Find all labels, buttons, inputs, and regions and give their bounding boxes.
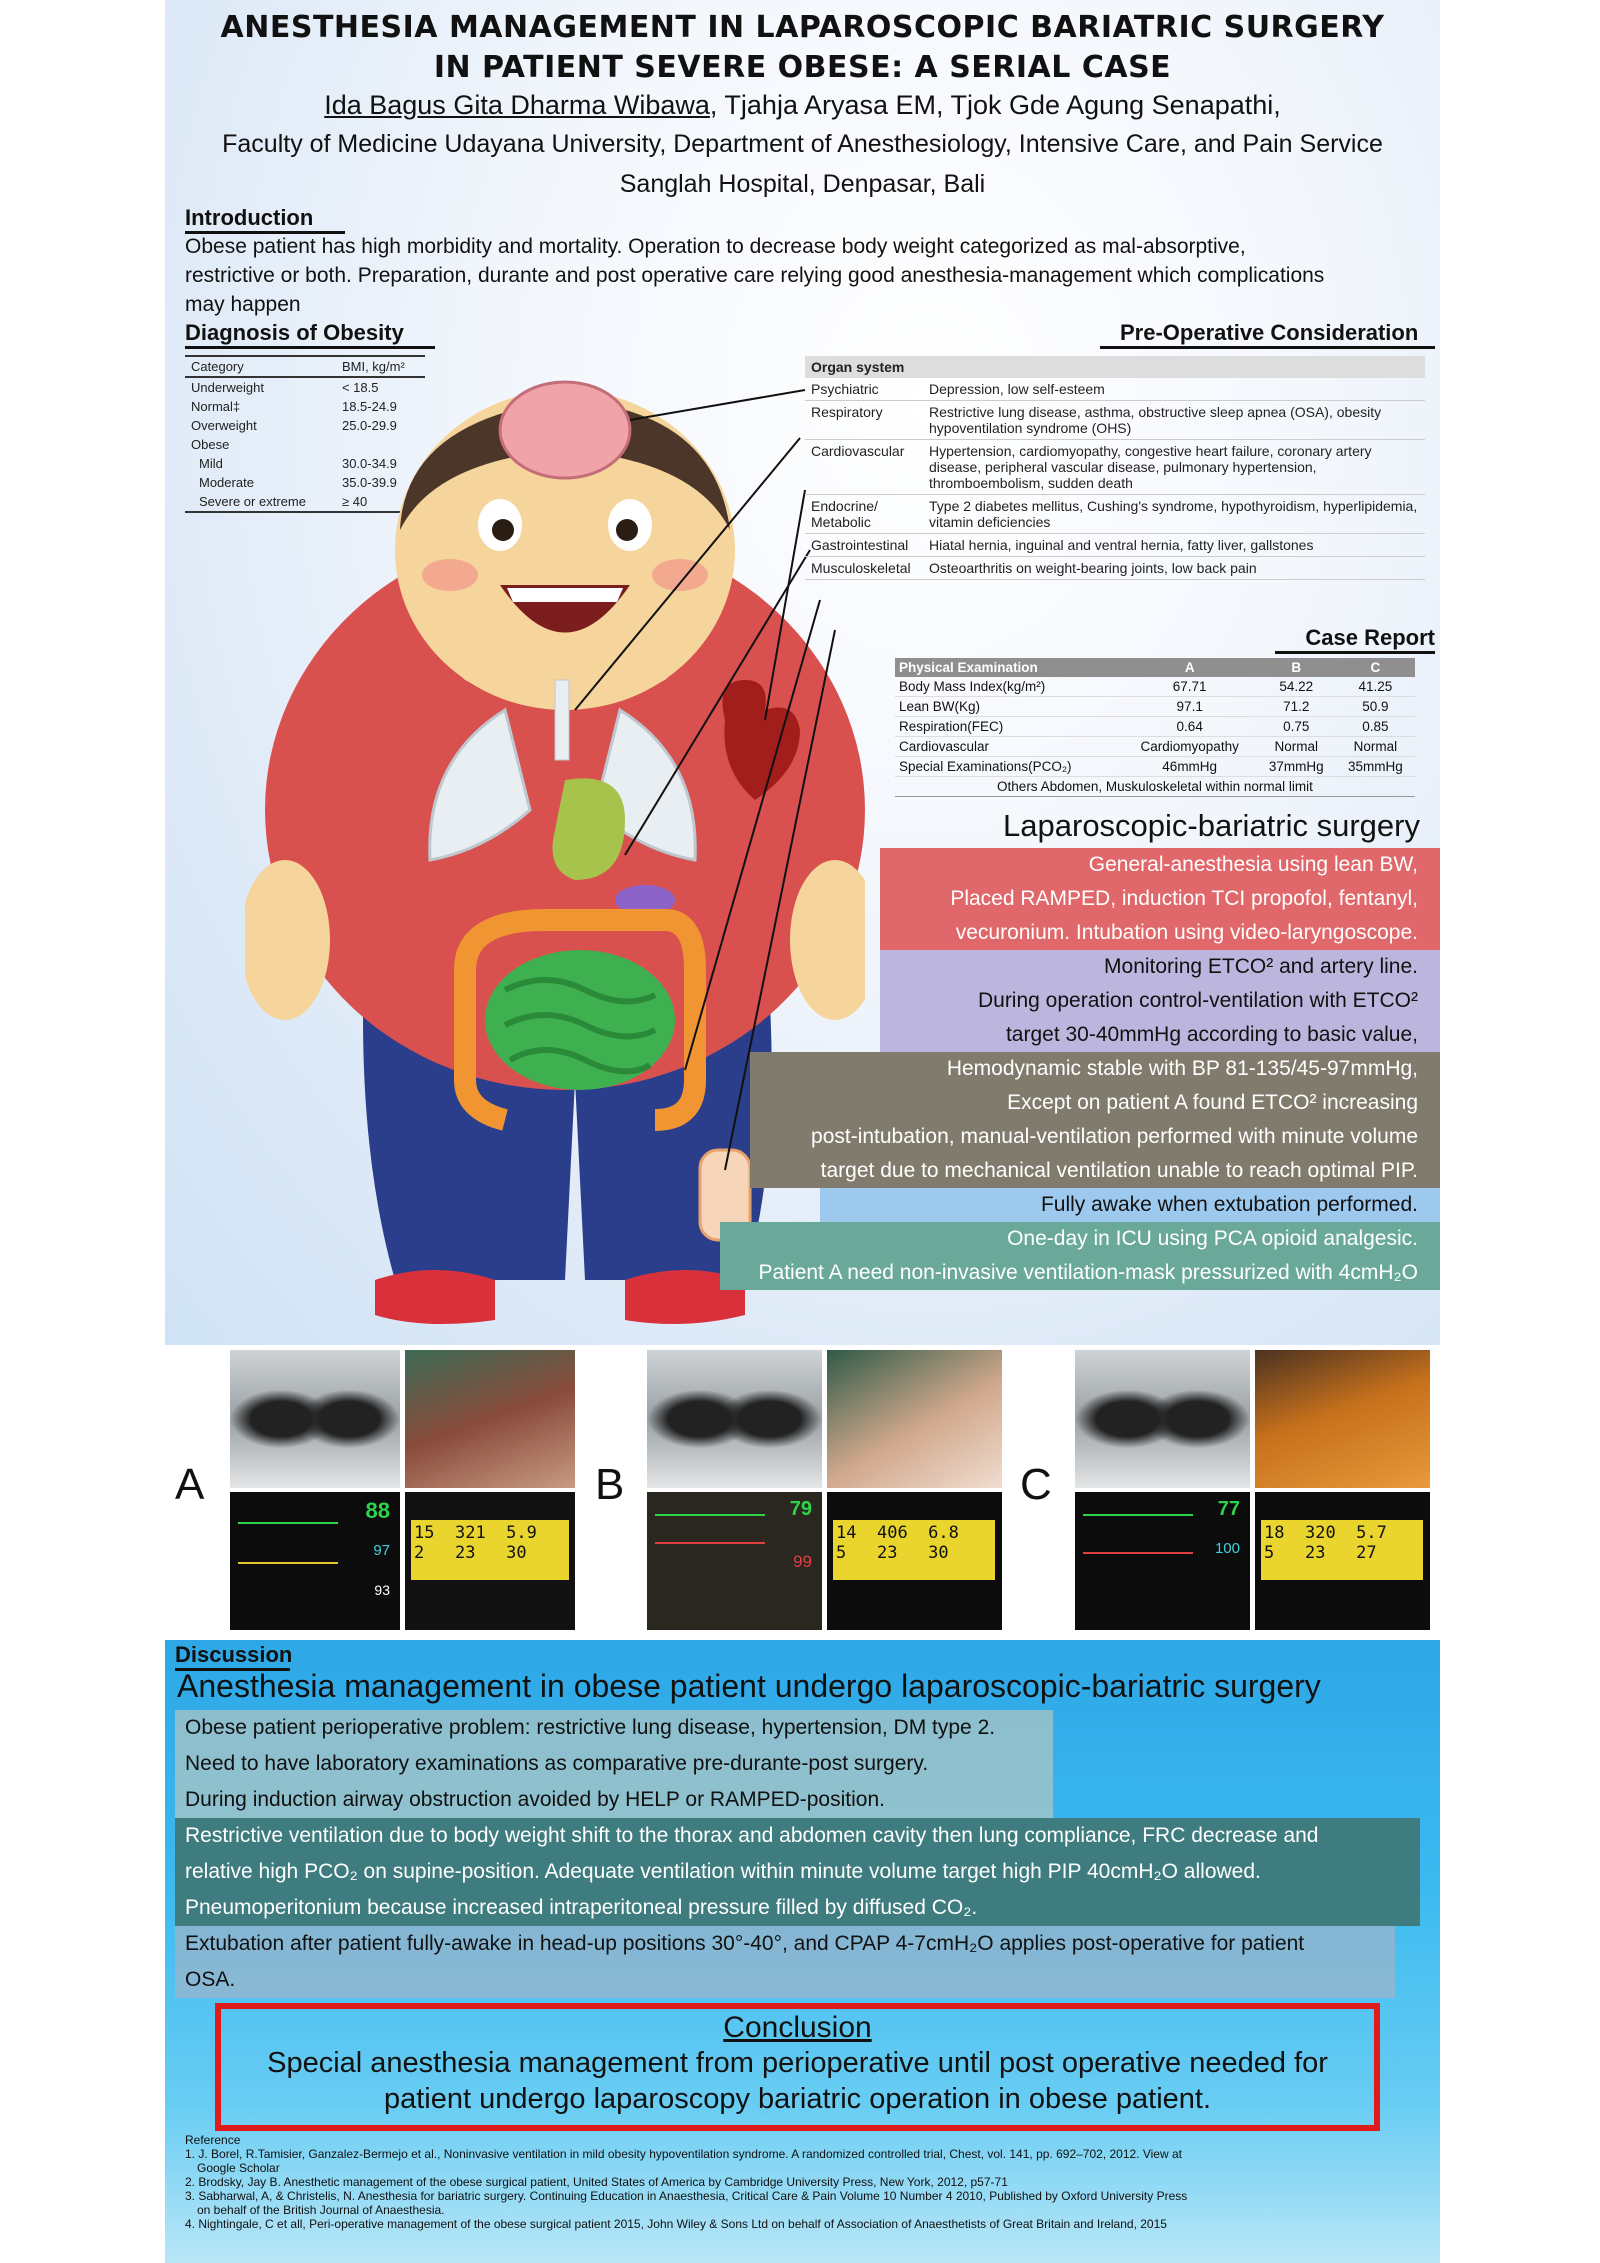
teeth [507, 588, 623, 602]
bmi-val: ≥ 40 [336, 492, 425, 512]
band-line: During operation control-ventilation with ETCO² [977, 989, 1418, 1012]
discussion-line: Need to have laboratory examinations as comparative pre-durante-post surgery. [185, 1752, 929, 1775]
ecg-trace [238, 1522, 338, 1524]
case-cell: 0.85 [1336, 717, 1415, 737]
bmi-cat: Obese [191, 437, 230, 452]
bmi-val: 30.0-34.9 [341, 456, 397, 471]
case-report-table [895, 658, 1415, 797]
surgery-band-extubation [820, 1188, 1440, 1222]
case-col: B [1257, 658, 1336, 677]
xray-a [230, 1350, 400, 1488]
authors-line [165, 90, 1440, 121]
surgery-band-icu [720, 1222, 1440, 1290]
band-line: target due to mechanical ventilation unable to reach optimal PIP. [820, 1159, 1418, 1182]
ventilator-readout [1261, 1520, 1423, 1580]
monitor-value: 99 [793, 1552, 812, 1571]
case-cell: 67.71 [1123, 677, 1257, 697]
patient-photo-a [405, 1350, 575, 1488]
surgery-band-anesthesia [880, 848, 1440, 950]
discussion-line: During induction airway obstruction avoided by HELP or RAMPED-position. [185, 1788, 885, 1811]
organ-name: Musculoskeletal [805, 557, 923, 580]
discussion-line: Obese patient perioperative problem: restrictive lung disease, hypertension, DM type 2. [185, 1716, 996, 1739]
case-label-b: B [595, 1460, 625, 1509]
monitor-value: 79 [789, 1498, 812, 1520]
vent-value: 5 [1264, 1543, 1275, 1563]
left-shoe [375, 1270, 495, 1324]
xray-c [1075, 1350, 1250, 1488]
reference-item: 1. J. Borel, R.Tamisier, Ganzalez-Bermejo et al., Noninvasive ventilation in mild obesity hypoventilation syndrome. A randomized controlled trial, Chest, vol. 141, pp. 692–702, 2012. View at [185, 2147, 1182, 2161]
ventilator-readout [411, 1520, 569, 1580]
band-line: Patient A need non-invasive ventilation-mask pressurized with 4cmH₂O [758, 1261, 1418, 1284]
organ-name: Psychiatric [805, 378, 923, 401]
bmi-col-category: Category [185, 356, 336, 377]
monitor-value: 93 [374, 1582, 390, 1598]
patient-photo-b [827, 1350, 1002, 1488]
reference-item: 3. Sabharwal, A, & Christelis, N. Anesthesia for bariatric surgery. Continuing Education in Anaesthesia, Critical Care & Pain Volume 10 Number 4 2010, Published by Oxford University Press [185, 2189, 1188, 2203]
vent-value: 406 [876, 1523, 908, 1543]
vital-monitor-a [230, 1492, 400, 1630]
bmi-cat: Severe or extreme [185, 492, 336, 512]
left-cheek [422, 559, 478, 591]
case-label-c: C [1020, 1460, 1052, 1509]
organ-table-head: Organ system [805, 356, 1425, 378]
monitor-value: 100 [1214, 1540, 1240, 1557]
ecg-trace [655, 1514, 765, 1516]
vital-monitor-b [647, 1492, 822, 1630]
organ-name: Endocrine/ Metabolic [805, 495, 923, 534]
conclusion-box [215, 2003, 1380, 2131]
organ-issues: Hiatal hernia, inguinal and ventral hernia, fatty liver, gallstones [923, 534, 1425, 557]
discussion-block-3 [175, 1926, 1395, 1998]
discussion-heading: Discussion [175, 1642, 290, 1671]
case-cell: 46mmHg [1123, 757, 1257, 777]
xray-b [647, 1350, 822, 1488]
bmi-val: 35.0-39.9 [341, 475, 397, 490]
band-line: Monitoring ETCO² and artery line. [1104, 955, 1418, 978]
case-cell: 50.9 [1336, 697, 1415, 717]
organ-issues: Type 2 diabetes mellitus, Cushing's syndrome, hypothyroidism, hyperlipidemia, vitamin deficiencies [923, 495, 1425, 534]
organ-name: Cardiovascular [805, 440, 923, 495]
co-authors: , Tjahja Aryasa EM, Tjok Gde Agung Senapathi, [709, 90, 1281, 120]
intro-line: Obese patient has high morbidity and mortality. Operation to decrease body weight categorized as mal-absorptive, [185, 235, 1246, 258]
case-cell: Cardiovascular [895, 737, 1123, 757]
pleth-trace [238, 1562, 338, 1564]
brain-icon [500, 382, 630, 478]
diagnosis-heading: Diagnosis of Obesity [185, 320, 435, 349]
vent-value: 23 [1304, 1543, 1326, 1563]
introduction-heading: Introduction [185, 205, 345, 234]
bmi-cat: Mild [199, 456, 223, 471]
references-heading: Reference [185, 2133, 241, 2147]
surgery-heading: Laparoscopic-bariatric surgery [1003, 808, 1420, 843]
conclusion-line: Special anesthesia management from perioperative until post operative needed for [267, 2047, 1328, 2079]
discussion-line: Extubation after patient fully-awake in head-up positions 30°-40°, and CPAP 4-7cmH₂O applies post-operative for patient [185, 1932, 1305, 1955]
vent-value: 23 [454, 1543, 476, 1563]
bmi-cat: Overweight [191, 418, 257, 433]
vital-monitor-c [1075, 1492, 1250, 1630]
vent-value: 321 [454, 1523, 486, 1543]
intro-line: may happen [185, 293, 301, 316]
ventilator-screen-a [405, 1492, 575, 1630]
intro-line: restrictive or both. Preparation, durante and post operative care relying good anesthesia-management which complications [185, 264, 1325, 287]
ecg-trace [1083, 1514, 1193, 1516]
case-col: Physical Examination [895, 658, 1123, 677]
discussion-block-2 [175, 1818, 1420, 1926]
case-cell: 35mmHg [1336, 757, 1415, 777]
bmi-cat: Moderate [199, 475, 254, 490]
pointer-line [630, 390, 805, 420]
band-line: Placed RAMPED, induction TCI propofol, fentanyl, [950, 887, 1418, 910]
art-trace [655, 1542, 765, 1544]
trachea [555, 680, 569, 760]
bmi-val: < 18.5 [341, 380, 379, 395]
case-cell: 0.75 [1257, 717, 1336, 737]
case-cell: Normal [1257, 737, 1336, 757]
band-line: Except on patient A found ETCO² increasing [1007, 1091, 1418, 1114]
bmi-val: 18.5-24.9 [341, 399, 397, 414]
reference-item: 2. Brodsky, Jay B. Anesthetic management of the obese surgical patient, United States of America by Cambridge University Press, New York, 2012, p57-71 [185, 2175, 1008, 2189]
discussion-line: OSA. [185, 1968, 236, 1991]
case-cell: Cardiomyopathy [1123, 737, 1257, 757]
location: Sanglah Hospital, Denpasar, Bali [619, 170, 986, 198]
case-cell: Respiration(FEC) [895, 717, 1123, 737]
band-line: General-anesthesia using lean BW, [1088, 853, 1418, 876]
organ-issues: Depression, low self-esteem [923, 378, 1425, 401]
bmi-cat: Underweight [191, 380, 264, 395]
surgery-band-monitoring [880, 950, 1440, 1052]
case-cell: 37mmHg [1257, 757, 1336, 777]
discussion-line: Pneumoperitonium because increased intraperitoneal pressure filled by diffused CO₂. [185, 1896, 978, 1919]
band-line: Fully awake when extubation performed. [1040, 1193, 1418, 1216]
vent-value: 6.8 [928, 1523, 959, 1543]
bmi-col-value: BMI, kg/m² [336, 356, 425, 377]
discussion-block-1 [175, 1710, 1053, 1818]
bmi-cat: Normal‡ [191, 399, 241, 414]
vent-value: 5.9 [506, 1523, 537, 1543]
discussion-line: Restrictive ventilation due to body weight shift to the thorax and abdomen cavity then lung compliance, FRC decrease and [185, 1824, 1319, 1847]
case-cell: Lean BW(Kg) [895, 697, 1123, 717]
conclusion-line: patient undergo laparoscopy bariatric operation in obese patient. [383, 2083, 1212, 2115]
bmi-val: 25.0-29.9 [341, 418, 397, 433]
organ-issues: Hypertension, cardiomyopathy, congestive heart failure, coronary artery disease, peripheral vascular disease, pulmonary hypertension, thromboembolism, sudden death [923, 440, 1425, 495]
band-line: vecuronium. Intubation using video-laryngoscope. [955, 921, 1418, 944]
band-line: target 30-40mmHg according to basic value, [1005, 1023, 1418, 1046]
case-note: Others Abdomen, Muskuloskeletal within normal limit [895, 777, 1415, 797]
band-line: post-intubation, manual-ventilation performed with minute volume [811, 1125, 1418, 1148]
left-pupil [492, 519, 514, 541]
vent-value: 320 [1304, 1523, 1336, 1543]
organ-name: Respiratory [805, 401, 923, 440]
vent-value: 14 [836, 1523, 857, 1543]
case-cell: 0.64 [1123, 717, 1257, 737]
patient-photo-c [1255, 1350, 1430, 1488]
surgery-band-hemodynamic [750, 1052, 1440, 1188]
case-cell: Special Examinations(PCO₂) [895, 757, 1123, 777]
ventilator-screen-b [827, 1492, 1002, 1630]
vent-value: 30 [506, 1543, 527, 1563]
band-line: Hemodynamic stable with BP 81-135/45-97mmHg, [946, 1057, 1418, 1080]
introduction-text [185, 232, 1425, 319]
organ-issues: Osteoarthritis on weight-bearing joints, low back pain [923, 557, 1425, 580]
ventilator-screen-c [1255, 1492, 1430, 1630]
vent-value: 18 [1264, 1523, 1285, 1543]
organ-system-table [805, 356, 1425, 580]
reference-item: 4. Nightingale, C et all, Peri-operative management of the obese surgical patient 2015, John Wiley & Sons Ltd on behalf of Association of Anaesthetists of Great Britain and Ireland, 2015 [185, 2217, 1167, 2231]
vent-value: 2 [414, 1543, 425, 1563]
vent-value: 23 [876, 1543, 898, 1563]
poster-title-line1: ANESTHESIA MANAGEMENT IN LAPAROSCOPIC BARIATRIC SURGERY [220, 10, 1385, 45]
reference-item: on behalf of the British Journal of Anaesthesia. [197, 2203, 445, 2217]
right-pupil [616, 519, 638, 541]
case-col: C [1336, 658, 1415, 677]
case-cell: 97.1 [1123, 697, 1257, 717]
references [185, 2133, 1430, 2231]
discussion-line: relative high PCO₂ on supine-position. Adequate ventilation within minute volume target high PIP 40cmH₂O allowed. [185, 1860, 1261, 1883]
case-cell: Body Mass Index(kg/m²) [895, 677, 1123, 697]
monitor-value: 88 [365, 1498, 390, 1523]
organ-issues: Restrictive lung disease, asthma, obstructive sleep apnea (OSA), obesity hypoventilation syndrome (OHS) [923, 401, 1425, 440]
preop-heading: Pre-Operative Consideration [1100, 320, 1435, 349]
vent-value: 5 [836, 1543, 847, 1563]
case-cell: 41.25 [1336, 677, 1415, 697]
vent-value: 27 [1356, 1543, 1377, 1563]
reference-item: Google Scholar [197, 2161, 280, 2175]
case-col: A [1123, 658, 1257, 677]
conclusion-heading: Conclusion [723, 2011, 872, 2044]
case-cell: 71.2 [1257, 697, 1336, 717]
monitor-value: 97 [373, 1542, 390, 1559]
vent-value: 30 [928, 1543, 949, 1563]
main-author: Ida Bagus Gita Dharma Wibawa [324, 90, 710, 120]
monitor-value: 77 [1217, 1498, 1240, 1520]
right-cheek [652, 559, 708, 591]
vent-value: 5.7 [1356, 1523, 1387, 1543]
discussion-title: Anesthesia management in obese patient undergo laparoscopic-bariatric surgery [177, 1668, 1321, 1704]
poster [165, 0, 1440, 2263]
organ-name: Gastrointestinal [805, 534, 923, 557]
case-report-heading: Case Report [1275, 625, 1435, 654]
ventilator-readout [833, 1520, 995, 1580]
band-line: One-day in ICU using PCA opioid analgesic. [1007, 1227, 1418, 1250]
case-cell: 54.22 [1257, 677, 1336, 697]
case-cell: Normal [1336, 737, 1415, 757]
vent-value: 15 [414, 1523, 435, 1543]
affiliation: Faculty of Medicine Udayana University, Department of Anesthesiology, Intensive Care, and Pain Service [222, 130, 1383, 158]
poster-title-line2: IN PATIENT SEVERE OBESE: A SERIAL CASE [433, 50, 1172, 85]
obese-man-illustration [245, 380, 865, 1340]
art-trace [1083, 1552, 1193, 1554]
case-label-a: A [175, 1460, 205, 1509]
